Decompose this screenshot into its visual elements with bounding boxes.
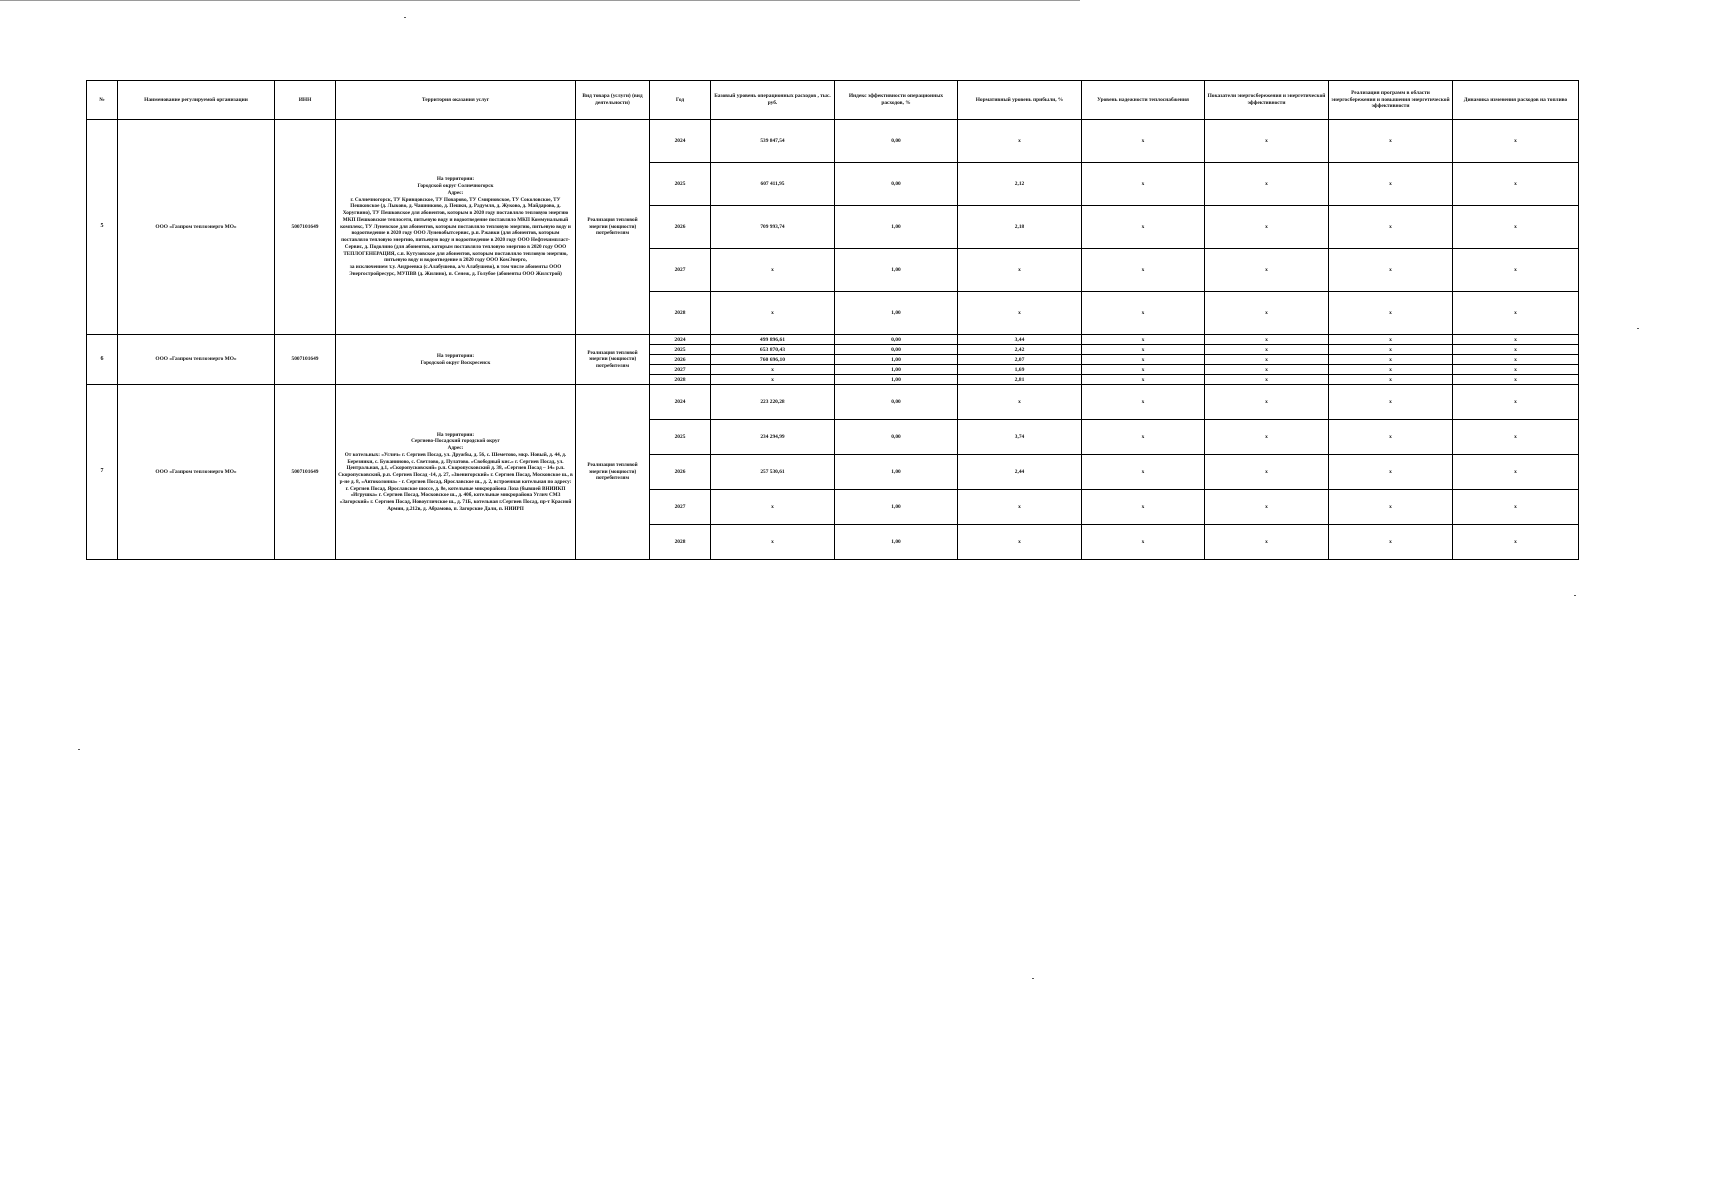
profit-level-cell: x xyxy=(958,120,1082,163)
territory-name: Сергиево-Посадский городской округ xyxy=(411,438,500,445)
fuel-dynamics-cell: x xyxy=(1453,292,1579,335)
reliability-cell: x xyxy=(1082,163,1205,206)
territory-heading: На территории: xyxy=(436,176,475,183)
fuel-dynamics-cell: x xyxy=(1453,335,1579,345)
base-opex-cell: x xyxy=(711,525,835,560)
efficiency-index-cell: 1,00 xyxy=(835,455,958,490)
row-number: 7 xyxy=(87,385,118,560)
scan-speck xyxy=(1032,978,1034,979)
efficiency-index-cell: 0,00 xyxy=(835,345,958,355)
efficiency-index-cell: 1,00 xyxy=(835,490,958,525)
tariff-table xyxy=(86,80,1579,560)
service-type: Реализация тепловой энергии (мощности) потребителям xyxy=(576,385,650,560)
program-cell: x xyxy=(1329,420,1453,455)
org-name: ООО «Газпром теплоэнерго МО» xyxy=(118,335,275,385)
base-opex-cell: 257 530,61 xyxy=(711,455,835,490)
reliability-cell: x xyxy=(1082,365,1205,375)
territory-name: Городской округ Воскресенск xyxy=(420,359,491,366)
year-cell: 2024 xyxy=(650,385,711,420)
year-cell: 2027 xyxy=(650,249,711,292)
territory-address: От котельных: «Углич» г. Сергиев Посад, ул. Дружбы, д. 56, с. Шеметово, мкр. Новый, д. 44, д. Березники, с. Бужаниново, с. Светлово, д. Пулатово. «Свободный кис.» г. Сергиев Посад, ул. Центральная, д.1, «Скоропусковский» р.п. Скоропусковский д. 38, «Сергиев Посад – 14» р.п. Скоропусковский, р.п. Сергиев Посад -14, д. 27, «Звенигорский» г. Сергиев Посад, Московское ш., в р-не д. 8, «Автоколонна» - г. Сергиев Посад, Ярославское ш., д. 2, встроенная котельная по адресу: г. Сергиев Посад, Ярославское шоссе, д. 8е, котельные микрорайона Лоза (бывшей ВНИИКП «Игрушка» г. Сергиев Посад, Московское ш., д. 40б, котельные микрорайона Углич СМЗ «Загорский» г. Сергиев Посад, Новоугличское ш., д. 71Б, котельная г.Сергиев Посад, пр-т Красной Армии, д.212в, д. Абрамово, п. Загорские Дали, п. НИИРП xyxy=(338,451,573,512)
base-opex-cell: x xyxy=(711,365,835,375)
year-cell: 2028 xyxy=(650,292,711,335)
reliability-cell: x xyxy=(1082,375,1205,385)
reliability-cell: x xyxy=(1082,525,1205,560)
reliability-cell: x xyxy=(1082,420,1205,455)
fuel-dynamics-cell: x xyxy=(1453,355,1579,365)
efficiency-index-cell: 0,00 xyxy=(835,163,958,206)
energy-saving-cell: x xyxy=(1205,163,1329,206)
reliability-cell: x xyxy=(1082,249,1205,292)
energy-saving-cell: x xyxy=(1205,206,1329,249)
header-program: Реализация программ в области энергосбережения и повышения энергетической эффективности xyxy=(1329,81,1453,120)
org-name: ООО «Газпром теплоэнерго МО» xyxy=(118,385,275,560)
header-energy-saving: Показатели энергосбережения и энергетической эффективности xyxy=(1205,81,1329,120)
scan-speck xyxy=(78,749,80,750)
header-num: № xyxy=(87,81,118,120)
reliability-cell: x xyxy=(1082,206,1205,249)
program-cell: x xyxy=(1329,455,1453,490)
program-cell: x xyxy=(1329,292,1453,335)
year-cell: 2024 xyxy=(650,120,711,163)
org-name: ООО «Газпром теплоэнерго МО» xyxy=(118,120,275,335)
fuel-dynamics-cell: x xyxy=(1453,490,1579,525)
row-number: 6 xyxy=(87,335,118,385)
reliability-cell: x xyxy=(1082,455,1205,490)
efficiency-index-cell: 1,00 xyxy=(835,525,958,560)
year-cell: 2026 xyxy=(650,455,711,490)
efficiency-index-cell: 1,00 xyxy=(835,292,958,335)
fuel-dynamics-cell: x xyxy=(1453,385,1579,420)
efficiency-index-cell: 1,00 xyxy=(835,249,958,292)
territory-address-label: Адрес: xyxy=(447,445,464,451)
energy-saving-cell: x xyxy=(1205,120,1329,163)
year-cell: 2026 xyxy=(650,355,711,365)
scan-speck xyxy=(404,17,406,18)
header-base-opex: Базовый уровень операционных расходов , тыс. руб. xyxy=(711,81,835,120)
reliability-cell: x xyxy=(1082,385,1205,420)
scan-speck xyxy=(1637,328,1639,329)
reliability-cell: x xyxy=(1082,292,1205,335)
fuel-dynamics-cell: x xyxy=(1453,345,1579,355)
profit-level-cell: x xyxy=(958,292,1082,335)
territory-text xyxy=(336,385,576,560)
row-number: 5 xyxy=(87,120,118,335)
program-cell: x xyxy=(1329,249,1453,292)
fuel-dynamics-cell: x xyxy=(1453,420,1579,455)
reliability-cell: x xyxy=(1082,345,1205,355)
profit-level-cell: x xyxy=(958,249,1082,292)
energy-saving-cell: x xyxy=(1205,525,1329,560)
base-opex-cell: x xyxy=(711,249,835,292)
base-opex-cell: 539 847,54 xyxy=(711,120,835,163)
program-cell: x xyxy=(1329,163,1453,206)
fuel-dynamics-cell: x xyxy=(1453,163,1579,206)
territory-text xyxy=(336,335,576,385)
program-cell: x xyxy=(1329,375,1453,385)
efficiency-index-cell: 0,00 xyxy=(835,420,958,455)
reliability-cell: x xyxy=(1082,120,1205,163)
efficiency-index-cell: 0,00 xyxy=(835,385,958,420)
energy-saving-cell: x xyxy=(1205,490,1329,525)
profit-level-cell: 3,44 xyxy=(958,335,1082,345)
profit-level-cell: 2,42 xyxy=(958,345,1082,355)
profit-level-cell: x xyxy=(958,490,1082,525)
base-opex-cell: 653 870,43 xyxy=(711,345,835,355)
energy-saving-cell: x xyxy=(1205,249,1329,292)
table-row xyxy=(87,335,1579,345)
fuel-dynamics-cell: x xyxy=(1453,206,1579,249)
profit-level-cell: 2,44 xyxy=(958,455,1082,490)
header-territory: Территория оказания услуг xyxy=(336,81,576,120)
territory-address-label: Адрес: xyxy=(447,189,464,196)
fuel-dynamics-cell: x xyxy=(1453,455,1579,490)
reliability-cell: x xyxy=(1082,355,1205,365)
base-opex-cell: 607 411,95 xyxy=(711,163,835,206)
territory-heading: На территории: xyxy=(436,431,475,438)
inn-value: 5007101649 xyxy=(275,385,336,560)
program-cell: x xyxy=(1329,385,1453,420)
year-cell: 2024 xyxy=(650,335,711,345)
program-cell: x xyxy=(1329,206,1453,249)
profit-level-cell: 1,69 xyxy=(958,365,1082,375)
base-opex-cell: x xyxy=(711,375,835,385)
energy-saving-cell: x xyxy=(1205,455,1329,490)
territory-text xyxy=(336,120,576,335)
header-org: Наименование регулируемой организации xyxy=(118,81,275,120)
reliability-cell: x xyxy=(1082,335,1205,345)
energy-saving-cell: x xyxy=(1205,345,1329,355)
energy-saving-cell: x xyxy=(1205,365,1329,375)
efficiency-index-cell: 1,00 xyxy=(835,375,958,385)
year-cell: 2028 xyxy=(650,525,711,560)
year-cell: 2025 xyxy=(650,420,711,455)
energy-saving-cell: x xyxy=(1205,292,1329,335)
territory-name: Городской округ Солнечногорск xyxy=(417,183,494,190)
fuel-dynamics-cell: x xyxy=(1453,525,1579,560)
profit-level-cell: x xyxy=(958,385,1082,420)
profit-level-cell: 2,07 xyxy=(958,355,1082,365)
header-service: Вид товара (услуги) (вид деятельности) xyxy=(576,81,650,120)
territory-heading: На территории: xyxy=(436,352,475,359)
energy-saving-cell: x xyxy=(1205,335,1329,345)
table-row xyxy=(87,120,1579,163)
territory-address: г. Солнечногорск, ТУ Кривцовское, ТУ Поварово, ТУ Смирновское, ТУ Соколовское, ТУ Пешковское (д. Лыково, д. Чашниково, д. Пешки, д. Радумля, д. Жуково, д. Майдарово, д. Хоругвино), ТУ Пешковское для абонентов, которым в 2020 году поставляло тепловую энергию МКП Пешковские теплосети, питьевую воду и водоотведение поставляло МКП Коммунальный комплекс, ТУ Луневское для абонентов, которым поставляло тепловую энергию, питьевую воду и водоотведение в 2020 году ООО Луневобытсервис, р.п. Ржавки (для абонентов, которым поставляло тепловую энергию, питьевую воду и водоотведение в 2020 году ООО Нефтехимпласт-Сервис, д. Подолино (для абонентов, которым поставляло тепловую энергию в 2020 году ООО ТЕПЛОГЕНЕРАЦИЯ, с.п. Кутузовское для абонентов, которым поставляло тепловую энергию, питьевую воду и водоотведение в 2020 году ООО КомЭнерго, xyxy=(340,196,571,264)
efficiency-index-cell: 0,00 xyxy=(835,335,958,345)
base-opex-cell: x xyxy=(711,490,835,525)
year-cell: 2025 xyxy=(650,163,711,206)
header-inn: ИНН xyxy=(275,81,336,120)
header-fuel-dynamics: Динамика изменения расходов на топливо xyxy=(1453,81,1579,120)
efficiency-index-cell: 0,00 xyxy=(835,120,958,163)
program-cell: x xyxy=(1329,490,1453,525)
profit-level-cell: 2,12 xyxy=(958,163,1082,206)
scan-edge-line xyxy=(0,0,1080,2)
energy-saving-cell: x xyxy=(1205,420,1329,455)
inn-value: 5007101649 xyxy=(275,120,336,335)
efficiency-index-cell: 1,00 xyxy=(835,206,958,249)
base-opex-cell: 223 220,28 xyxy=(711,385,835,420)
profit-level-cell: x xyxy=(958,525,1082,560)
program-cell: x xyxy=(1329,355,1453,365)
service-type: Реализация тепловой энергии (мощности) потребителям xyxy=(576,335,650,385)
energy-saving-cell: x xyxy=(1205,355,1329,365)
program-cell: x xyxy=(1329,525,1453,560)
efficiency-index-cell: 1,00 xyxy=(835,355,958,365)
fuel-dynamics-cell: x xyxy=(1453,249,1579,292)
table-header-row xyxy=(87,81,1579,120)
efficiency-index-cell: 1,00 xyxy=(835,365,958,375)
reliability-cell: x xyxy=(1082,490,1205,525)
table-row xyxy=(87,385,1579,420)
program-cell: x xyxy=(1329,345,1453,355)
profit-level-cell: 3,74 xyxy=(958,420,1082,455)
year-cell: 2026 xyxy=(650,206,711,249)
service-type: Реализация тепловой энергии (мощности) потребителям xyxy=(576,120,650,335)
fuel-dynamics-cell: x xyxy=(1453,365,1579,375)
base-opex-cell: 709 993,74 xyxy=(711,206,835,249)
profit-level-cell: 2,81 xyxy=(958,375,1082,385)
year-cell: 2027 xyxy=(650,365,711,375)
year-cell: 2028 xyxy=(650,375,711,385)
program-cell: x xyxy=(1329,365,1453,375)
header-profit-level: Нормативный уровень прибыли, % xyxy=(958,81,1082,120)
energy-saving-cell: x xyxy=(1205,385,1329,420)
base-opex-cell: 760 696,10 xyxy=(711,355,835,365)
year-cell: 2025 xyxy=(650,345,711,355)
document-table-wrapper xyxy=(86,80,1578,560)
scan-speck xyxy=(1574,595,1576,596)
header-reliability: Уровень надежности теплоснабжения xyxy=(1082,81,1205,120)
profit-level-cell: 2,18 xyxy=(958,206,1082,249)
fuel-dynamics-cell: x xyxy=(1453,120,1579,163)
base-opex-cell: 234 294,99 xyxy=(711,420,835,455)
inn-value: 5007101649 xyxy=(275,335,336,385)
header-year: Год xyxy=(650,81,711,120)
program-cell: x xyxy=(1329,335,1453,345)
base-opex-cell: 499 896,61 xyxy=(711,335,835,345)
year-cell: 2027 xyxy=(650,490,711,525)
territory-exceptions: за исключением т.у. Андреевка (с.Алабушево, а/ч Алабушево), в том числе абоненты ООО Энергостройресурс, МУПВВ (д. Жилино), п. Сенеж, д. Голубое (абоненты ООО Жилстрой) xyxy=(349,264,562,277)
base-opex-cell: x xyxy=(711,292,835,335)
energy-saving-cell: x xyxy=(1205,375,1329,385)
fuel-dynamics-cell: x xyxy=(1453,375,1579,385)
header-efficiency-index: Индекс эффективности операционных расходов, % xyxy=(835,81,958,120)
program-cell: x xyxy=(1329,120,1453,163)
